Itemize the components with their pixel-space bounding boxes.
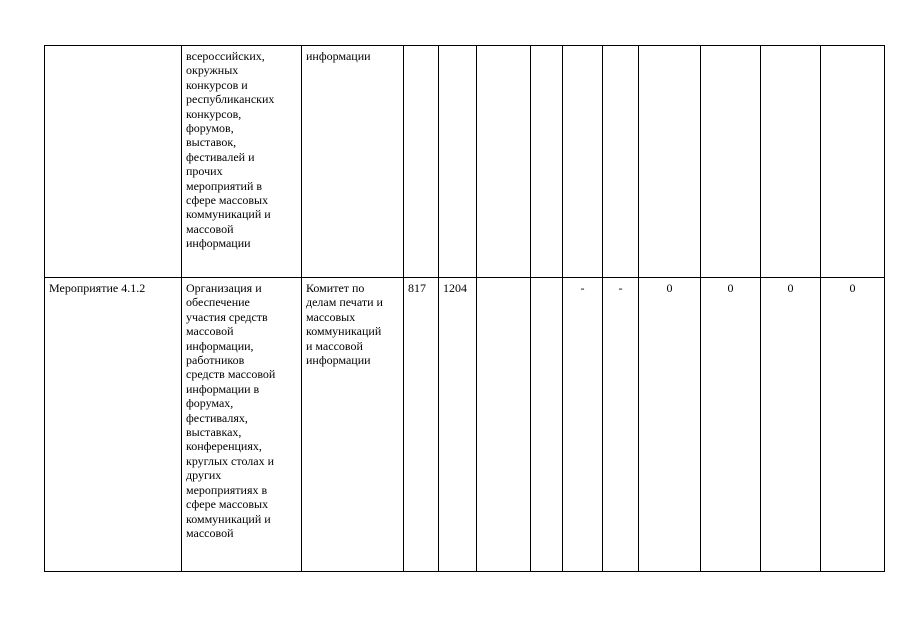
value-cell-6	[477, 278, 531, 572]
executor-cell: Комитет по делам печати и массовых коммуникаций и массовой информации	[302, 278, 404, 572]
code-cell-1: 817	[404, 278, 439, 572]
measure-cell: Мероприятие 4.1.2	[45, 278, 182, 572]
value-cell-11	[701, 46, 761, 278]
description-cell: всероссийских, окружных конкурсов и республиканских конкурсов, форумов, выставок, фестивалей и прочих мероприятий в сфере массовых коммуникаций и массовой информации	[182, 46, 302, 278]
value-cell-13: 0	[821, 278, 885, 572]
code-cell-2: 1204	[439, 278, 477, 572]
value-cell-6	[477, 46, 531, 278]
table-row	[45, 46, 885, 278]
value-cell-8	[563, 46, 603, 278]
program-measures-table	[44, 45, 885, 572]
table-row	[45, 278, 885, 572]
description-cell: Организация и обеспечение участия средств массовой информации, работников средств массовой информации в форумах, фестивалях, выставках, конференциях, круглых столах и других мероприятиях в сфере массовых коммуникаций и массовой	[182, 278, 302, 572]
value-cell-8: -	[563, 278, 603, 572]
measure-cell	[45, 46, 182, 278]
value-cell-9: -	[603, 278, 639, 572]
value-cell-10: 0	[639, 278, 701, 572]
value-cell-7	[531, 278, 563, 572]
code-cell-1	[404, 46, 439, 278]
executor-cell: информации	[302, 46, 404, 278]
code-cell-2	[439, 46, 477, 278]
value-cell-12	[761, 46, 821, 278]
value-cell-10	[639, 46, 701, 278]
value-cell-11: 0	[701, 278, 761, 572]
value-cell-13	[821, 46, 885, 278]
value-cell-12: 0	[761, 278, 821, 572]
value-cell-9	[603, 46, 639, 278]
value-cell-7	[531, 46, 563, 278]
